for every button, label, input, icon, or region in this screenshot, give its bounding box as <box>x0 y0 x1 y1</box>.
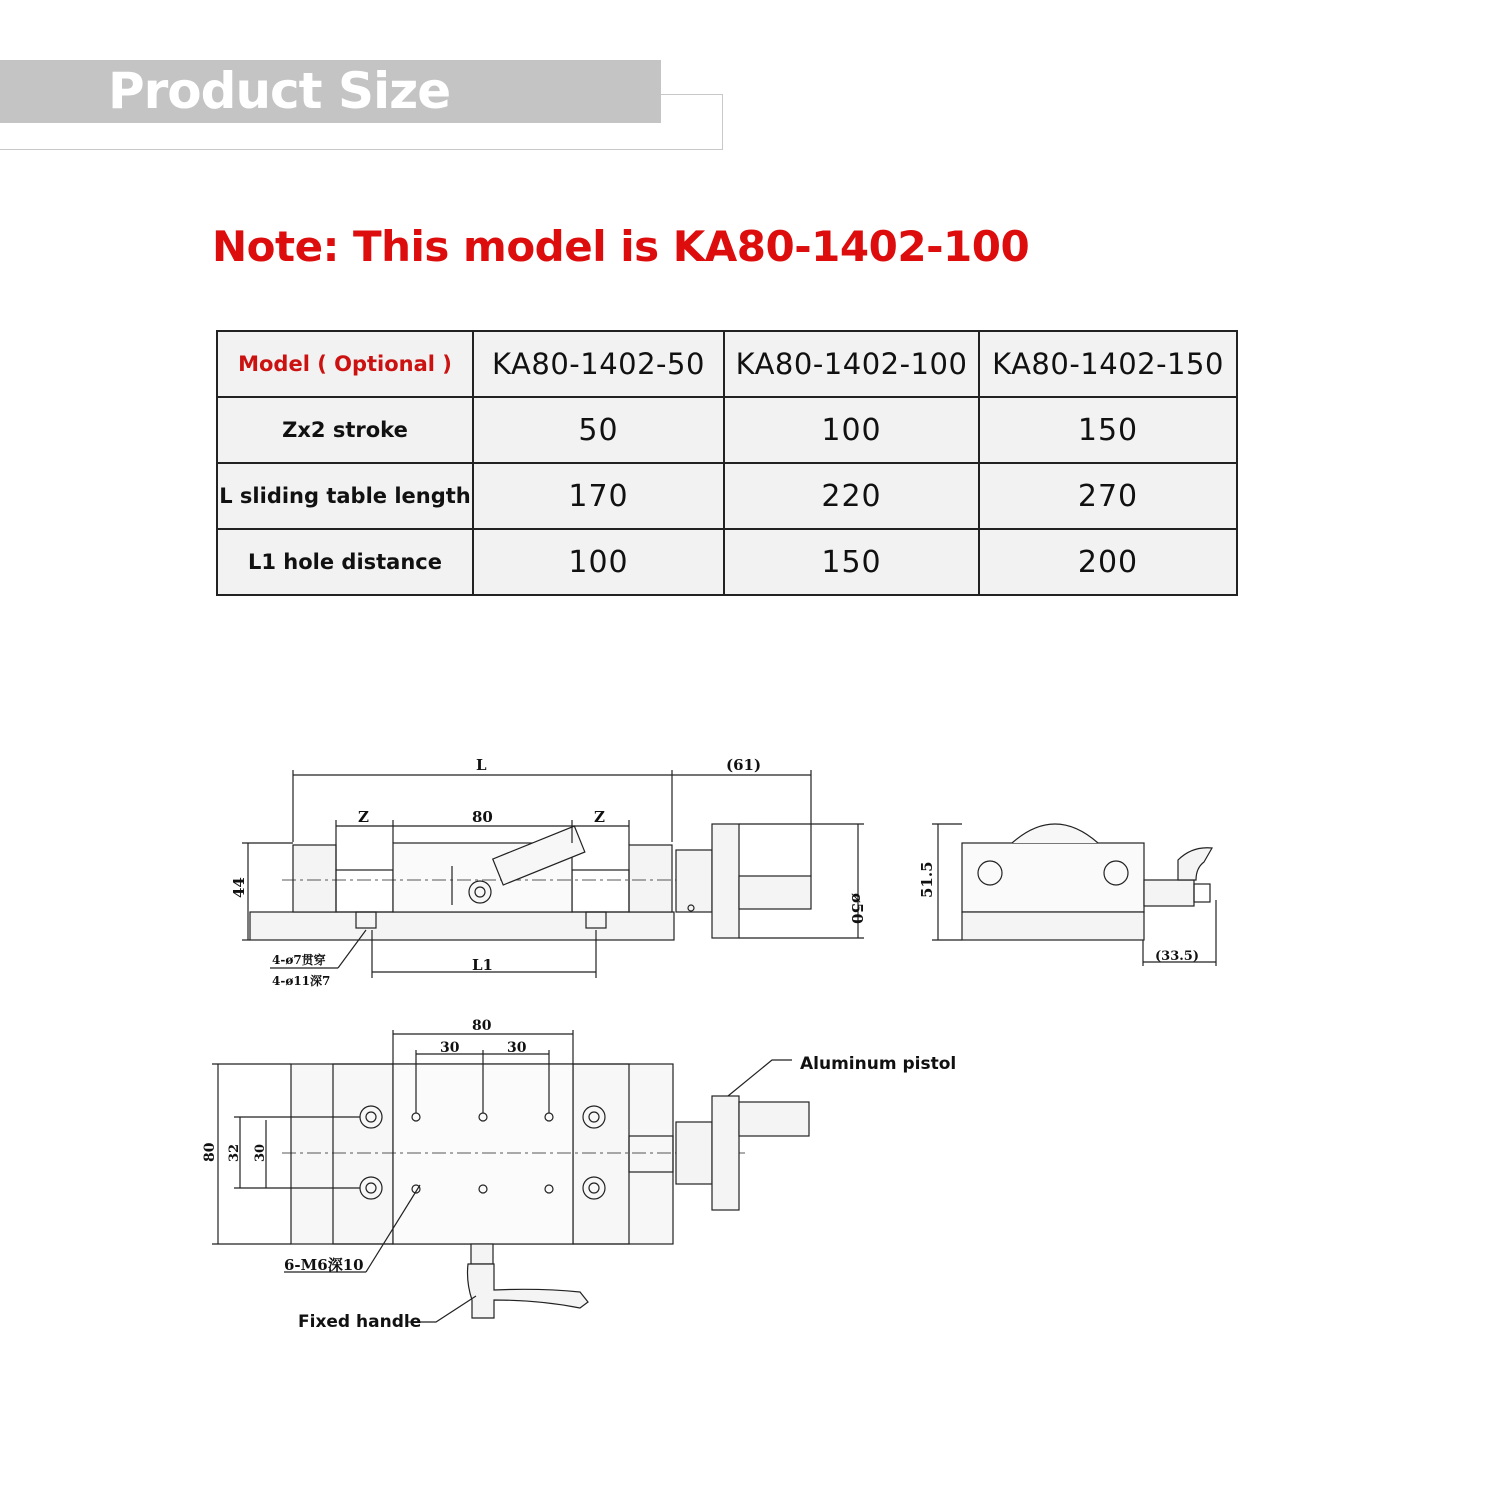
dim-32: 32 <box>227 1143 242 1162</box>
dim-30-a: 30 <box>440 1040 460 1056</box>
table-cell: 50 <box>473 397 724 463</box>
row-label: Zx2 stroke <box>217 397 473 463</box>
m6-note: 6-M6深10 <box>284 1256 364 1274</box>
table-row <box>217 529 1237 595</box>
table-cell: 100 <box>724 397 979 463</box>
table-row <box>217 463 1237 529</box>
row-label: L sliding table length <box>217 463 473 529</box>
table-cell: 220 <box>724 463 979 529</box>
model-cell: KA80-1402-150 <box>979 331 1237 397</box>
dim-30-b: 30 <box>507 1040 527 1056</box>
model-note: Note: This model is KA80-1402-100 <box>212 222 1030 271</box>
dim-phi50: ø50 <box>848 893 866 924</box>
dim-61: (61) <box>726 756 762 774</box>
holes-note-b: 4-ø11深7 <box>272 974 331 988</box>
dim-44: 44 <box>230 877 248 898</box>
spec-table <box>216 330 1238 596</box>
dim-z-right: Z <box>594 808 605 826</box>
dim-80-top: 80 <box>472 1018 492 1034</box>
dim-33-5: (33.5) <box>1155 949 1199 964</box>
dim-z-left: Z <box>358 808 369 826</box>
table-cell: 200 <box>979 529 1237 595</box>
model-cell: KA80-1402-100 <box>724 331 979 397</box>
table-row <box>217 397 1237 463</box>
row-label: L1 hole distance <box>217 529 473 595</box>
header-divider <box>661 94 723 95</box>
page-title: Product Size <box>108 62 451 120</box>
table-cell: 170 <box>473 463 724 529</box>
aluminum-pistol-callout: Aluminum pistol <box>800 1054 957 1074</box>
dim-30-vert: 30 <box>253 1143 268 1162</box>
dim-80: 80 <box>472 808 493 826</box>
end-view <box>932 824 1216 966</box>
table-header-row <box>217 331 1237 397</box>
model-header-cell: Model ( Optional ) <box>217 331 473 397</box>
side-view <box>242 770 864 978</box>
dim-L: L <box>476 756 487 774</box>
table-cell: 150 <box>979 397 1237 463</box>
fixed-handle-callout: Fixed handle <box>298 1312 422 1332</box>
technical-drawing <box>0 700 1500 1400</box>
dim-51-5: 51.5 <box>918 861 936 898</box>
table-cell: 150 <box>724 529 979 595</box>
table-cell: 100 <box>473 529 724 595</box>
header-divider <box>722 94 723 150</box>
dim-L1: L1 <box>472 956 493 974</box>
header-divider <box>0 149 723 150</box>
dim-80-vert: 80 <box>202 1142 218 1162</box>
holes-note-a: 4-ø7贯穿 <box>272 953 326 967</box>
table-cell: 270 <box>979 463 1237 529</box>
top-view <box>212 1030 809 1322</box>
model-cell: KA80-1402-50 <box>473 331 724 397</box>
